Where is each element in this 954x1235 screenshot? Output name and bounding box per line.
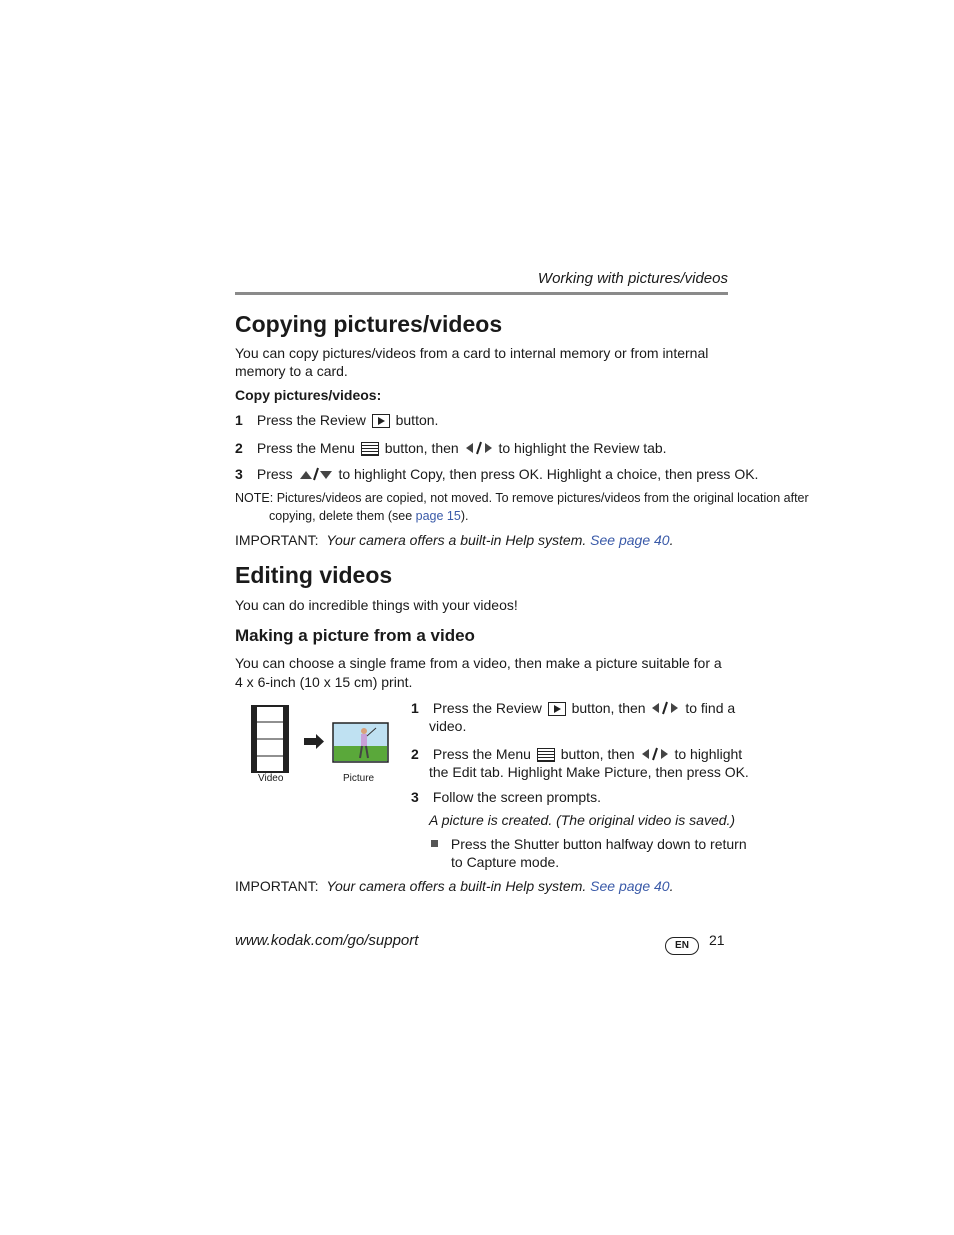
important-end: . xyxy=(669,532,674,548)
important-label: IMPORTANT: xyxy=(235,532,319,548)
step-text: Press the Menu xyxy=(256,440,355,456)
bullet-square-icon xyxy=(431,840,438,847)
step-number: 3 xyxy=(235,466,243,482)
page-15-link[interactable]: page 15 xyxy=(415,509,461,523)
step-text: to highlight Copy, then press OK. Highlight a choice, then press OK. xyxy=(338,466,759,482)
figure-picture-label: Picture xyxy=(343,773,375,784)
edit-intro: You can do incredible things with your videos! xyxy=(235,597,518,613)
edit-step-3 xyxy=(411,788,601,806)
menu-button-icon xyxy=(361,442,379,456)
edit-bullet-line2: to Capture mode. xyxy=(451,854,560,870)
header-rule xyxy=(235,292,728,295)
up-down-arrows-icon xyxy=(299,466,333,482)
copy-subhead: Copy pictures/videos: xyxy=(235,387,382,403)
step-number: 2 xyxy=(235,440,243,456)
copy-step-3 xyxy=(235,465,758,483)
arrow-right-icon xyxy=(304,734,324,749)
running-header: Working with pictures/videos xyxy=(537,270,728,287)
footer-url[interactable]: www.kodak.com/go/support xyxy=(235,932,419,949)
copy-note-line2 xyxy=(269,507,468,525)
copy-note xyxy=(235,489,809,507)
review-button-icon xyxy=(372,414,390,428)
review-button-icon xyxy=(548,702,566,716)
important-label: IMPORTANT: xyxy=(235,878,319,894)
edit-bullet xyxy=(431,835,747,853)
copy-intro: You can copy pictures/videos from a card to internal memory or from internal memory to a card. xyxy=(235,345,709,379)
copy-title: Copying pictures/videos xyxy=(235,311,503,337)
video-to-picture-figure xyxy=(250,704,395,774)
bullet-text: Press the Shutter button halfway down to return xyxy=(450,836,747,852)
step-text: button, then xyxy=(571,700,646,716)
copy-important xyxy=(235,531,673,549)
note-label: NOTE: xyxy=(235,491,274,505)
note-text: Pictures/videos are copied, not moved. To remove pictures/videos from the original location after xyxy=(276,491,809,505)
edit-result: A picture is created. (The original video is saved.) xyxy=(429,812,736,828)
copy-step-1 xyxy=(235,411,438,429)
step-text: Press the Menu xyxy=(432,746,531,762)
step-text: button, then xyxy=(560,746,635,762)
language-badge: EN xyxy=(665,937,699,955)
step-text: to highlight the Review tab. xyxy=(498,440,667,456)
step-text: Press xyxy=(256,466,293,482)
see-page-40-link[interactable]: See page 40 xyxy=(590,532,670,548)
left-right-arrows-icon xyxy=(641,746,669,762)
step-text: button, then xyxy=(384,440,459,456)
note-end: ). xyxy=(460,509,469,523)
left-right-arrows-icon xyxy=(651,700,679,716)
edit-sub-intro-2: 4 x 6-inch (10 x 15 cm) print. xyxy=(235,674,413,690)
step-number: 2 xyxy=(411,746,419,762)
filmstrip-icon xyxy=(252,706,288,772)
golfer-picture-icon xyxy=(333,723,388,762)
important-end: . xyxy=(669,878,674,894)
menu-button-icon xyxy=(537,748,555,762)
edit-subtitle: Making a picture from a video xyxy=(235,626,475,645)
step-number: 1 xyxy=(235,412,243,428)
edit-step-1 xyxy=(411,699,735,717)
left-right-arrows-icon xyxy=(465,440,493,456)
edit-sub-intro-1: You can choose a single frame from a video, then make a picture suitable for a xyxy=(235,655,722,671)
note-text: copying, delete them (see xyxy=(269,509,413,523)
page-number: 21 xyxy=(709,932,725,948)
edit-step-1-line2: video. xyxy=(429,718,467,734)
edit-title: Editing videos xyxy=(235,562,393,588)
see-page-40-link[interactable]: See page 40 xyxy=(590,878,670,894)
step-text: button. xyxy=(395,412,439,428)
important-text: Your camera offers a built-in Help system. xyxy=(326,532,587,548)
copy-step-2 xyxy=(235,439,667,457)
figure-video-label: Video xyxy=(258,773,284,784)
edit-important xyxy=(235,877,673,895)
edit-step-2-line2: the Edit tab. Highlight Make Picture, then press OK. xyxy=(429,764,749,780)
step-text: Press the Review xyxy=(256,412,366,428)
step-text: to find a xyxy=(685,700,736,716)
important-text: Your camera offers a built-in Help system. xyxy=(326,878,587,894)
edit-step-2 xyxy=(411,745,742,763)
step-text: Press the Review xyxy=(432,700,542,716)
step-text: Follow the screen prompts. xyxy=(432,789,601,805)
step-number: 3 xyxy=(411,789,419,805)
step-text: to highlight xyxy=(674,746,743,762)
step-number: 1 xyxy=(411,700,419,716)
